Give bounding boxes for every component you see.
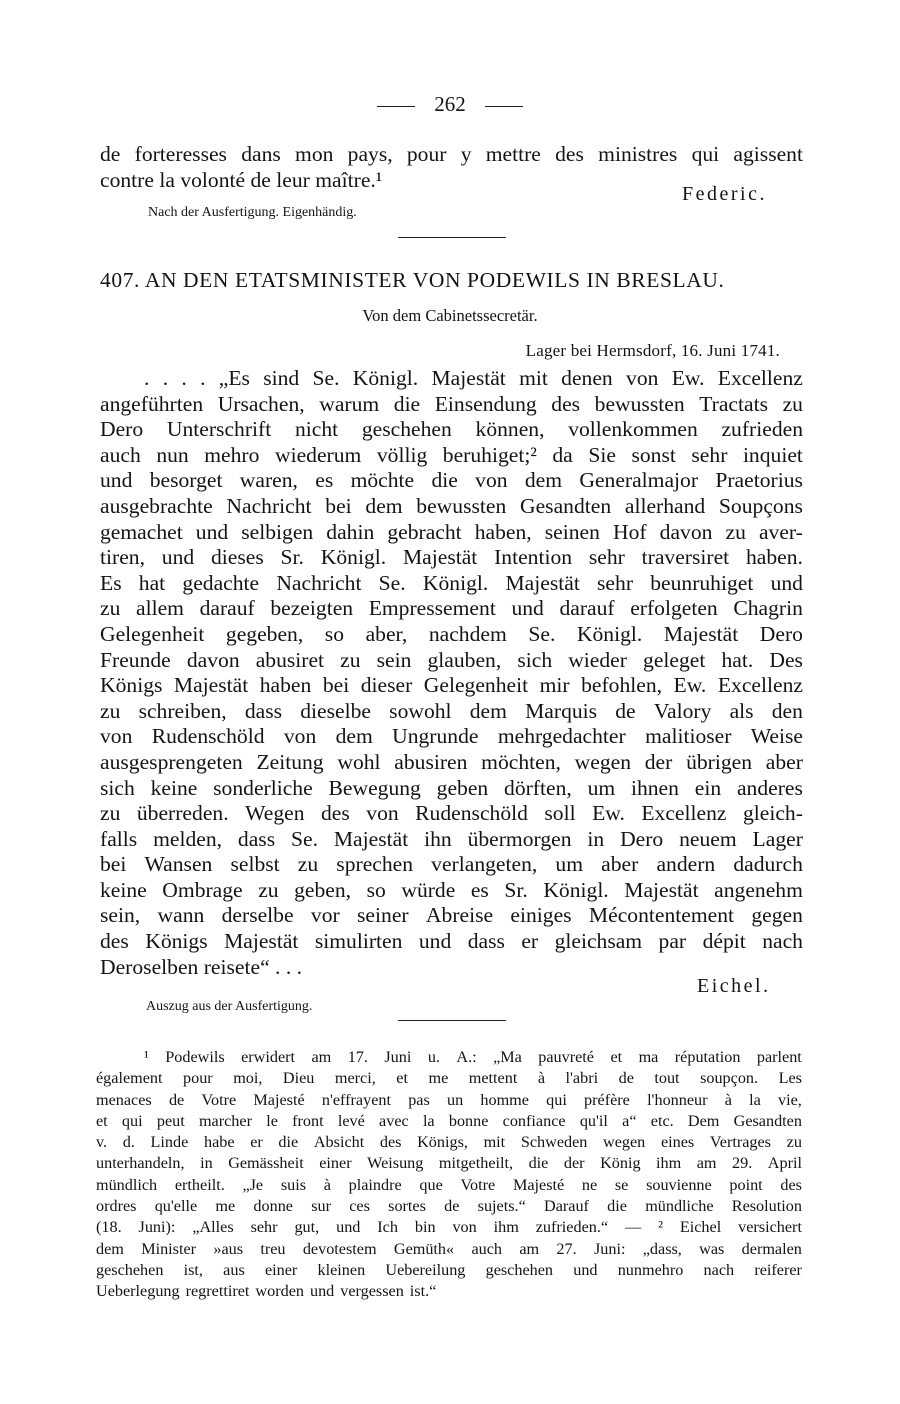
body-line: gemachet und selbigen dahin gebracht haben, seinen Hof davon zu aver-	[100, 519, 803, 544]
footnote-line: ¹ Podewils erwidert am 17. Juni u. A.: „Ma pauvreté et ma réputation parlent	[144, 1048, 802, 1066]
footnote-line: dem Minister »aus treu devotestem Gemüth« auch am 27. Juni: „dass, was dermalen	[96, 1239, 802, 1258]
footnotes	[96, 1047, 802, 1303]
header-dash-right	[485, 106, 523, 107]
header-dash-left	[377, 106, 415, 107]
body-line: tiren, und dieses Sr. Königl. Majestät Intention sehr traversiret haben.	[100, 545, 803, 570]
body-line: Freunde davon abusiret zu sein glauben, sich wieder geleget hat. Des	[100, 647, 803, 672]
body-line: des Königs Majestät simulirten und dass er gleichsam par dépit nach	[100, 929, 803, 954]
footnote-line: geschehen ist, aus einer kleinen Uebereilung geschehen und nunmehro nach reiferer	[96, 1260, 802, 1279]
source-note-1: Nach der Ausfertigung. Eigenhändig.	[148, 205, 357, 220]
body-line: zu schreiben, dass dieselbe sowohl dem Marquis de Valory als den	[100, 698, 803, 723]
body-line: von Rudenschöld von dem Ungrunde mehrgedachter malitioser Weise	[100, 724, 803, 749]
body-line: . . . . „Es sind Se. Königl. Majestät mit denen von Ew. Excellenz	[144, 366, 803, 390]
body-line: ausgebrachte Nachricht bei dem bewussten Gesandten allerhand Soupçons	[100, 493, 803, 518]
body-line: Deroselben reisete“ . . .	[100, 954, 303, 979]
page-number: 262	[434, 92, 466, 116]
footnote-line: v. d. Linde habe er die Absicht des Königs, mit Schweden wegen eines Vertrages zu	[96, 1133, 802, 1152]
section-divider-1	[398, 237, 506, 238]
footnote-line: également pour moi, Dieu merci, et me mettent à l'abri de tout soupçon. Les	[96, 1069, 802, 1088]
body-line: angeführten Ursachen, warum die Einsendung des bewussten Tractats zu	[100, 391, 803, 416]
body-line: keine Ombrage zu geben, so würde es Sr. Königl. Majestät angenehm	[100, 877, 803, 902]
document-subtitle: Von dem Cabinetssecretär.	[362, 306, 538, 325]
body-line: Dero Unterschrift nicht geschehen können, vollenkommen zufrieden	[100, 417, 803, 442]
footnote-line: mündlich ertheilt. „Je suis à plaindre que Votre Majesté ne se souvienne point des	[96, 1175, 802, 1194]
document-title: 407. AN DEN ETATSMINISTER VON PODEWILS IN BRESLAU.	[100, 268, 725, 292]
body-line: zu allem darauf bezeigten Empressement und darauf erfolgeten Chagrin	[100, 596, 803, 621]
body-line: Gelegenheit gegeben, so aber, nachdem Se. Königl. Majestät Dero	[100, 621, 803, 646]
body-line: auch nun mehro wiederum völlig beruhiget;² da Sie sonst sehr inquiet	[100, 442, 803, 467]
signature-eichel: Eichel.	[697, 975, 771, 997]
body-line: sein, wann derselbe vor seiner Abreise einiges Mécontentement gegen	[100, 903, 803, 928]
footnote-line: (18. Juni): „Alles sehr gut, und Ich bin von ihm zufrieden.“ — ² Eichel versichert	[96, 1218, 802, 1237]
footnote-line: Ueberlegung regrettiret worden und vergessen ist.“	[96, 1282, 437, 1301]
body-line: zu überreden. Wegen des von Rudenschöld soll Ew. Excellenz gleich-	[100, 801, 803, 826]
body-line: Es hat gedachte Nachricht Se. Königl. Majestät sehr beunruhiget und	[100, 570, 803, 595]
signature-federic: Federic.	[682, 183, 767, 205]
section-divider-2	[398, 1020, 506, 1021]
footnote-line: ordres qu'elle me donne sur ces sortes de sujets.“ Darauf die mündliche Resolution	[96, 1197, 802, 1216]
continuation-line: contre la volonté de leur maître.¹	[100, 167, 383, 192]
source-note-2: Auszug aus der Ausfertigung.	[146, 999, 313, 1014]
body-line: sich keine sonderliche Bewegung geben dörften, um ihnen ein anderes	[100, 775, 803, 800]
body-line: und besorget waren, es möchte die von dem Generalmajor Praetorius	[100, 468, 803, 493]
footnote-line: unterhandeln, in Gemässheit einer Weisung mitgetheilt, die der König ihm am 29. April	[96, 1154, 802, 1173]
letter-body	[100, 366, 803, 980]
body-line: Königs Majestät haben bei dieser Gelegenheit mir befohlen, Ew. Excellenz	[100, 673, 803, 698]
footnote-line: menaces de Votre Majesté n'effrayent pas un homme qui préfère l'honneur à la vie,	[96, 1090, 802, 1109]
place-date-line: Lager bei Hermsdorf, 16. Juni 1741.	[525, 341, 780, 360]
footnote-line: et qui peut marcher le front levé avec la bonne confiance qu'il a“ etc. Dem Gesandten	[96, 1111, 802, 1130]
body-line: ausgesprengeten Zeitung wohl abusiren möchten, wegen der übrigen aber	[100, 749, 803, 774]
continuation-line: de forteresses dans mon pays, pour y mettre des ministres qui agissent	[100, 142, 803, 166]
page-header	[0, 92, 900, 117]
body-line: falls melden, dass Se. Majestät ihn übermorgen in Dero neuem Lager	[100, 826, 803, 851]
body-line: bei Wansen selbst zu sprechen verlangeten, um aber andern dadurch	[100, 852, 803, 877]
